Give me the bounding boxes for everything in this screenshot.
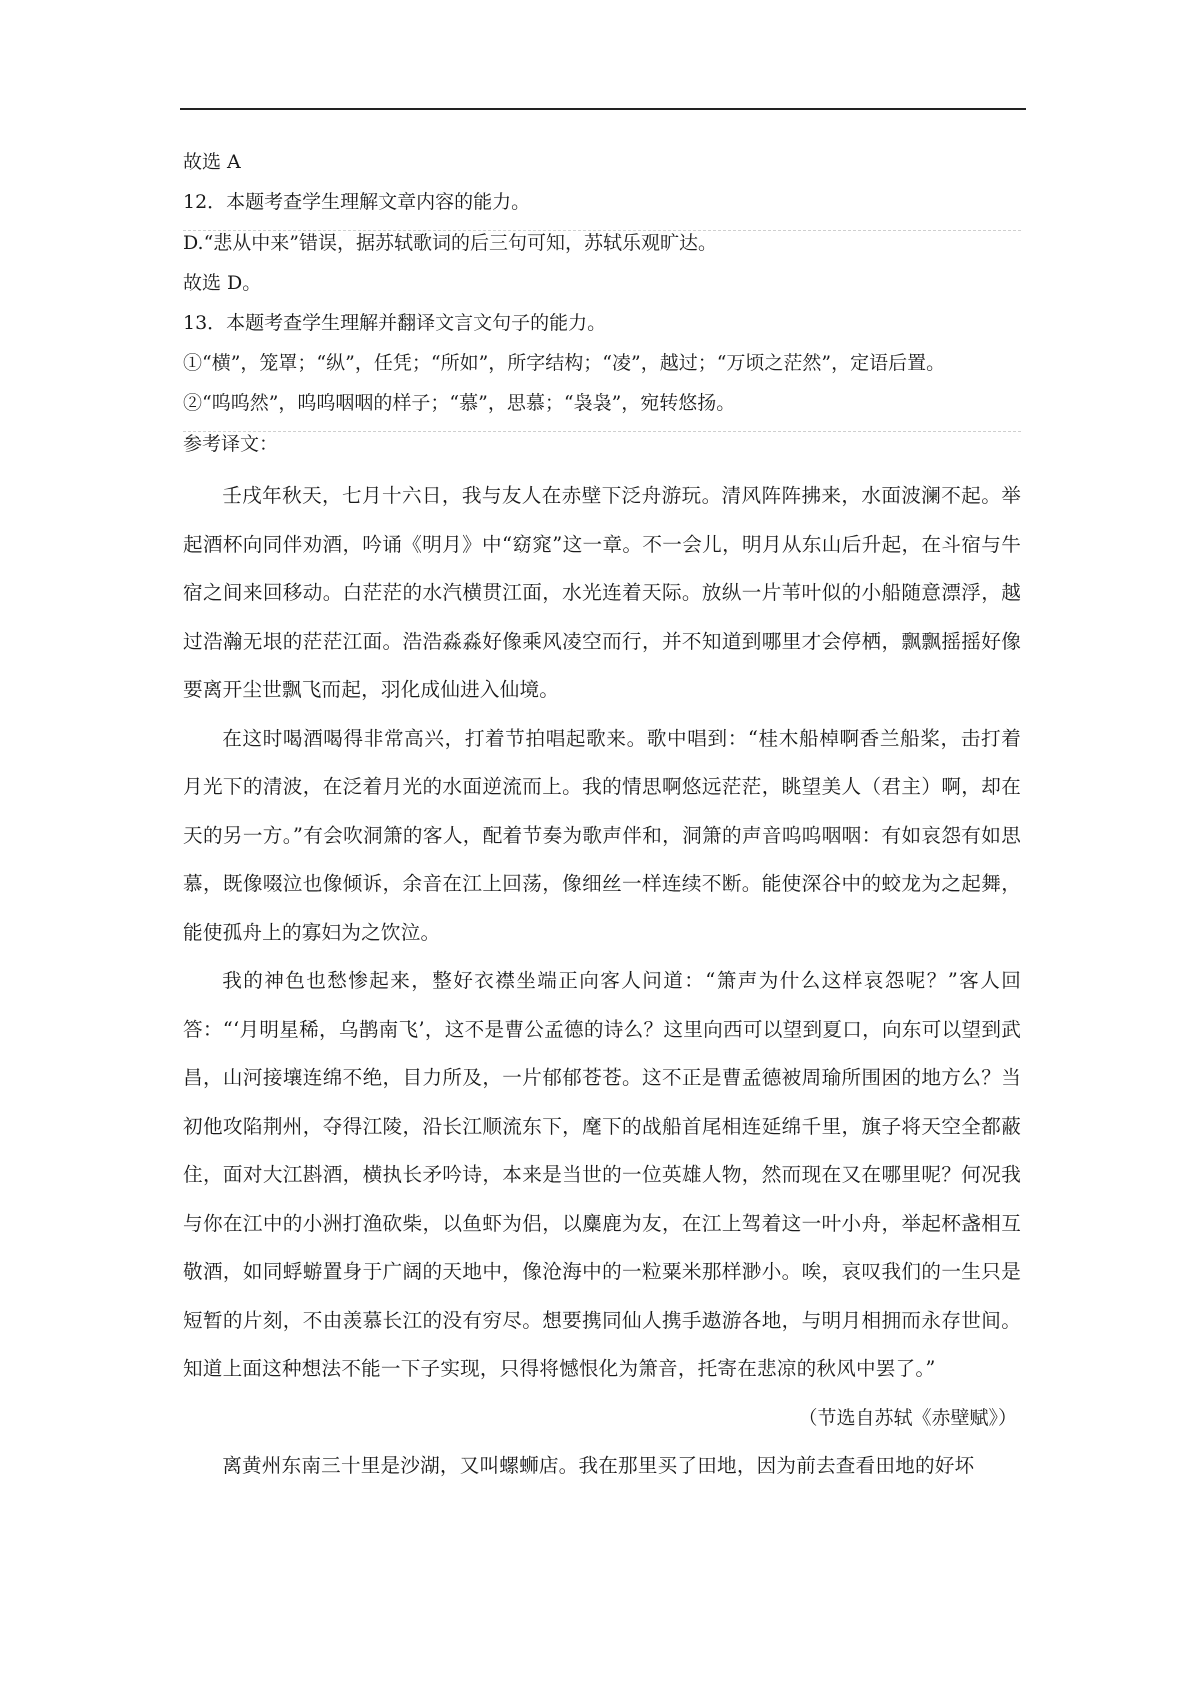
question-13-point-2: ②“呜呜然”，呜呜咽咽的样子；“慕”，思慕；“袅袅”，宛转悠扬。 (183, 391, 1021, 432)
translation-heading: 参考译文： (183, 433, 279, 455)
translation-paragraph-4: 离黄州东南三十里是沙湖，又叫螺蛳店。我在那里买了田地，因为前去查看田地的好坏 (222, 1453, 975, 1477)
question-12-conclusion: 故选 D。 (183, 272, 262, 294)
source-citation: （节选自苏轼《赤壁赋》） (798, 1406, 1017, 1429)
translation-paragraph-1: 壬戌年秋天，七月十六日，我与友人在赤壁下泛舟游玩。清风阵阵拂来，水面波澜不起。举起酒杯向同伴劝酒，吟诵《明月》中“窈窕”这一章。不一会儿，明月从东山后升起，在斗宿与牛宿之间来回移动。白茫茫的水汽横贯江面，水光连着天际。放纵一片苇叶似的小船随意漂浮，越过浩瀚无垠的茫茫江面。浩浩淼淼好像乘风凌空而行，并不知道到哪里才会停栖，飘飘摇摇好像要离开尘世飘飞而起，羽化成仙进入仙境。 (183, 484, 1021, 701)
question-12-heading: 12．本题考查学生理解文章内容的能力。 (183, 190, 1021, 231)
answer-line-11-conclusion: 故选 A (183, 151, 241, 173)
answer-content (183, 150, 1021, 1490)
header-rule (180, 108, 1026, 110)
translation-paragraph-3: 我的神色也愁惨起来，整好衣襟坐端正向客人问道：“箫声为什么这样哀怨呢？”客人回答：“‘月明星稀，乌鹊南飞’，这不是曹公孟德的诗么？这里向西可以望到夏口，向东可以望到武昌，山河接壤连绵不绝，目力所及，一片郁郁苍苍。这不正是曹孟德被周瑜所围困的地方么？当初他攻陷荆州，夺得江陵，沿长江顺流东下，麾下的战船首尾相连延绵千里，旗子将天空全都蔽住，面对大江斟酒，横执长矛吟诗，本来是当世的一位英雄人物，然而现在又在哪里呢？何况我与你在江中的小洲打渔砍柴，以鱼虾为侣，以麋鹿为友，在江上驾着这一叶小舟，举起杯盏相互敬酒，如同蜉蝣置身于广阔的天地中，像沧海中的一粒粟米那样渺小。唉，哀叹我们的一生只是短暂的片刻，不由羡慕长江的没有穷尽。想要携同仙人携手遨游各地，与明月相拥而永存世间。知道上面这种想法不能一下子实现，只得将憾恨化为箫音，托寄在悲凉的秋风中罢了。” (183, 969, 1021, 1380)
translation-paragraph-2: 在这时喝酒喝得非常高兴，打着节拍唱起歌来。歌中唱到：“桂木船棹啊香兰船桨，击打着月光下的清波，在泛着月光的水面逆流而上。我的情思啊悠远茫茫，眺望美人（君主）啊，却在天的另一方。”有会吹洞箫的客人，配着节奏为歌声伴和，洞箫的声音呜呜咽咽：有如哀怨有如思慕，既像啜泣也像倾诉，余音在江上回荡，像细丝一样连续不断。能使深谷中的蛟龙为之起舞，能使孤舟上的寡妇为之饮泣。 (183, 726, 1021, 944)
question-13-point-1: ①“横”，笼罩；“纵”，任凭；“所如”，所字结构；“凌”，越过；“万顷之茫然”，定语后置。 (183, 352, 946, 374)
question-13-heading: 13．本题考查学生理解并翻译文言文句子的能力。 (183, 312, 607, 334)
question-12-analysis: D.“悲从中来”错误，据苏轼歌词的后三句可知，苏轼乐观旷达。 (183, 232, 718, 254)
